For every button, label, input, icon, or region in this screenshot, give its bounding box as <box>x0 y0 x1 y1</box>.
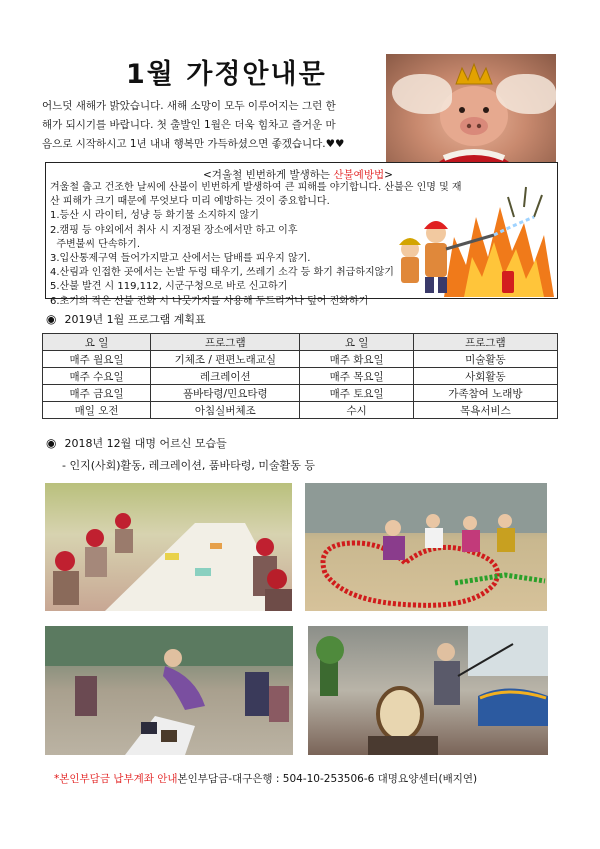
table-cell: 기체조 / 편편노래교실 <box>151 351 300 368</box>
table-cell: 매주 월요일 <box>43 351 151 368</box>
drum-performance-scene <box>308 626 548 755</box>
fire-line: 주변불씨 단속하기. <box>50 238 140 250</box>
floor-game-scene <box>45 626 293 755</box>
photos-heading-text: 2018년 12월 대명 어르신 모습들 <box>64 437 227 450</box>
table-cell: 가족참여 노래방 <box>413 385 557 402</box>
table-row <box>43 351 558 368</box>
fire-line: 6.초기의 작은 산불 진화 시 나뭇가지를 사용해 두드리거나 덮어 진화하기 <box>50 295 369 307</box>
fire-line: 겨울철 춥고 건조한 날씨에 산불이 빈번하게 발생하여 큰 피해를 야기합니다. 산불은 인명 및 재 <box>50 182 462 193</box>
schedule-heading <box>46 311 206 327</box>
recreation-scene <box>305 483 547 611</box>
fire-title-suffix: > <box>384 169 393 181</box>
header-cell: 요 일 <box>300 334 413 351</box>
photo-recreation <box>305 483 547 611</box>
art-class-scene <box>45 483 292 611</box>
greeting-line: 해가 되시기를 바랍니다. 첫 출발인 1월은 더욱 힘차고 즐거운 마 <box>42 119 336 131</box>
circle-bullet-icon: ◉ <box>46 312 57 326</box>
table-cell: 수시 <box>300 402 413 419</box>
table-cell: 품바타령/민요타령 <box>151 385 300 402</box>
fire-prevention-list <box>50 181 555 309</box>
header-cell: 요 일 <box>43 334 151 351</box>
table-row <box>43 402 558 419</box>
table-cell: 매주 화요일 <box>300 351 413 368</box>
greeting-line: 어느덧 새해가 밝았습니다. 새해 소망이 모두 이루어지는 그런 한 <box>42 100 336 112</box>
fire-line: 1.등산 시 라이터, 성냥 등 화기물 소지하지 않기 <box>50 210 259 222</box>
fire-title-highlight: 산불예방법 <box>333 169 385 181</box>
fire-prevention-title <box>203 167 393 182</box>
table-cell: 매주 금요일 <box>43 385 151 402</box>
greeting-text <box>42 97 392 154</box>
fire-prevention-box <box>45 162 558 307</box>
pig-king-photo <box>386 54 556 164</box>
circle-bullet-icon: ◉ <box>46 436 57 450</box>
table-row <box>43 385 558 402</box>
schedule-heading-text: 2019년 1월 프로그램 계획표 <box>64 313 206 326</box>
fire-line: 산 피해가 크기 때문에 무엇보다 미리 예방하는 것이 중요합니다. <box>50 196 330 208</box>
payment-account-notice <box>54 771 477 786</box>
photo-art-class <box>45 483 292 611</box>
table-cell: 목욕서비스 <box>413 402 557 419</box>
table-cell: 매일 오전 <box>43 402 151 419</box>
fire-line: 5.산불 발견 시 119,112, 시군구청으로 바로 신고하기 <box>50 281 288 293</box>
table-cell: 미술활동 <box>413 351 557 368</box>
payment-notice-label: *본인부담금 납부계좌 안내 <box>54 773 178 785</box>
fire-line: 3.입산통제구역 들어가지말고 산에서는 담배를 피우지 않기. <box>50 253 311 265</box>
fire-line: 2.캠핑 등 야외에서 취사 시 지정된 장소에서만 하고 이후 <box>50 224 298 236</box>
table-cell: 매주 수요일 <box>43 368 151 385</box>
table-cell: 사회활동 <box>413 368 557 385</box>
table-cell: 매주 목요일 <box>300 368 413 385</box>
fire-line: 4.산림과 인접한 곳에서는 논밭 두렁 태우기, 쓰레기 소각 등 화기 취급하지않기 <box>50 267 394 279</box>
fire-title-prefix: <겨울철 빈번하게 발생하는 <box>203 169 334 181</box>
payment-account-text: 본인부담금-대구은행 : 504-10-253506-6 대명요양센터(배지연) <box>177 773 478 785</box>
greeting-line: 음으로 시작하시고 1년 내내 행복만 가득하셨으면 좋겠습니다.♥♥ <box>42 138 345 150</box>
table-cell: 매주 토요일 <box>300 385 413 402</box>
photo-floor-game <box>45 626 293 755</box>
header-cell: 프로그램 <box>413 334 557 351</box>
header-cell: 프로그램 <box>151 334 300 351</box>
program-schedule-table <box>42 333 558 419</box>
table-row <box>43 368 558 385</box>
page-title: 1월 가정안내문 <box>126 59 327 90</box>
photo-drum-performance <box>308 626 548 755</box>
table-cell: 레크레이션 <box>151 368 300 385</box>
table-cell: 아침실버체조 <box>151 402 300 419</box>
table-header-row <box>43 334 558 351</box>
activity-list: - 인지(사회)활동, 레크레이션, 품바타령, 미술활동 등 <box>62 459 316 472</box>
photos-heading <box>46 435 227 451</box>
